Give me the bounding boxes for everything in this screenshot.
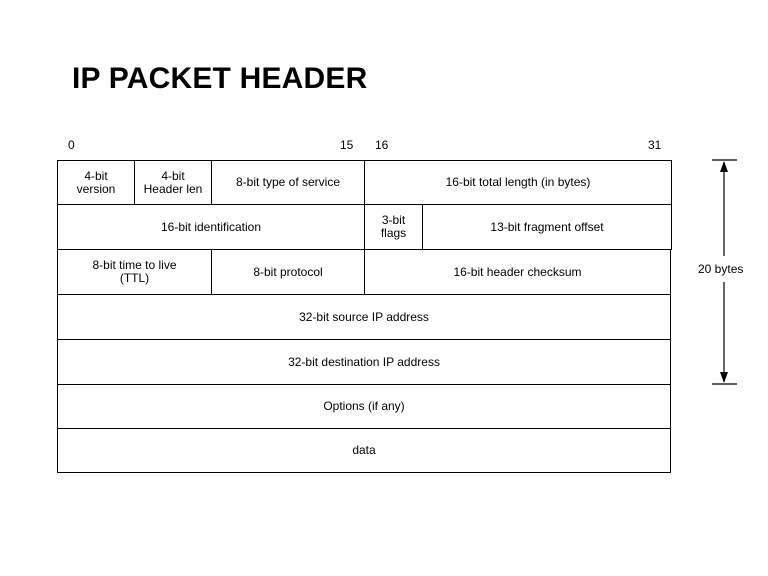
field-destination-ip: 32-bit destination IP address bbox=[57, 339, 671, 385]
header-size-label: 20 bytes bbox=[698, 262, 744, 276]
field-version: 4-bit version bbox=[57, 160, 135, 205]
bit-label-16: 16 bbox=[375, 138, 389, 152]
page-title: IP PACKET HEADER bbox=[72, 62, 368, 95]
field-options: Options (if any) bbox=[57, 384, 671, 429]
bit-label-0: 0 bbox=[68, 138, 75, 152]
field-fragment-offset: 13-bit fragment offset bbox=[422, 204, 672, 250]
field-header-length: 4-bit Header len bbox=[134, 160, 212, 205]
field-type-of-service: 8-bit type of service bbox=[211, 160, 365, 205]
field-source-ip: 32-bit source IP address bbox=[57, 294, 671, 340]
field-header-checksum: 16-bit header checksum bbox=[364, 249, 671, 295]
bit-label-15: 15 bbox=[340, 138, 354, 152]
field-flags: 3-bit flags bbox=[364, 204, 423, 250]
arrow-head-down bbox=[720, 372, 728, 383]
field-total-length: 16-bit total length (in bytes) bbox=[364, 160, 672, 205]
field-identification: 16-bit identification bbox=[57, 204, 365, 250]
field-time-to-live: 8-bit time to live (TTL) bbox=[57, 249, 212, 295]
bit-label-31: 31 bbox=[648, 138, 662, 152]
arrow-head-up bbox=[720, 161, 728, 172]
field-data: data bbox=[57, 428, 671, 473]
field-protocol: 8-bit protocol bbox=[211, 249, 365, 295]
